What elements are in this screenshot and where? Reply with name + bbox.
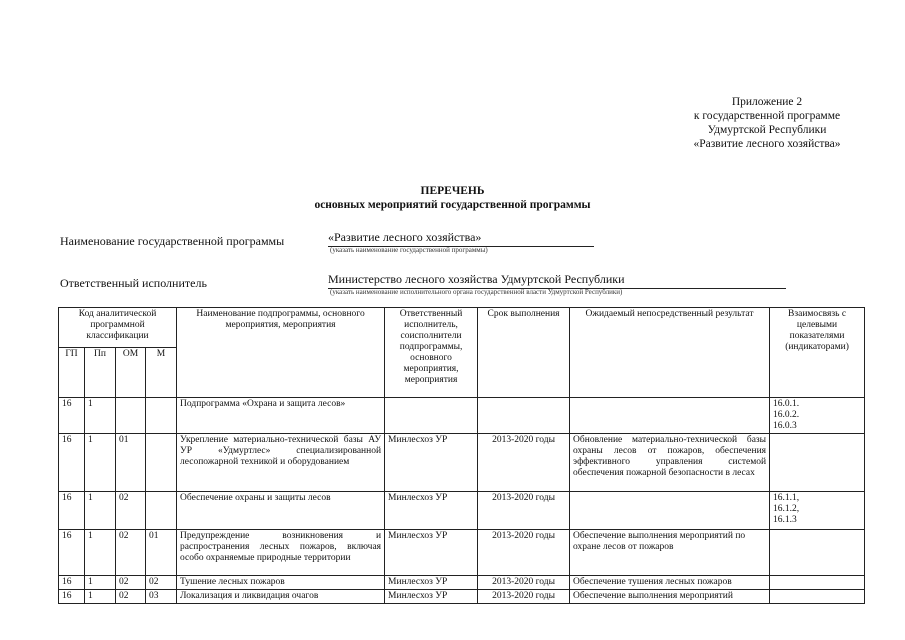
cell-period: 2013-2020 годы — [478, 492, 570, 530]
cell-pp: 1 — [85, 492, 116, 530]
indicator-item: 16.0.2. — [773, 410, 800, 420]
program-label: Наименование государственной программы — [60, 234, 285, 248]
cell-m — [146, 492, 177, 530]
cell-result — [570, 398, 770, 434]
indicator-item: 16.1.3 — [773, 515, 797, 525]
cell-name: Тушение лесных пожаров — [177, 576, 385, 590]
cell-indicators — [770, 492, 865, 530]
indicator-item: 16.1.1, — [773, 493, 800, 503]
cell-period: 2013-2020 годы — [478, 590, 570, 604]
header-om: ОМ — [116, 348, 146, 398]
cell-m: 01 — [146, 530, 177, 576]
document-subtitle: основных мероприятий государственной программы — [314, 199, 591, 211]
cell-responsible — [385, 398, 478, 434]
cell-gp: 16 — [59, 492, 85, 530]
cell-indicators — [770, 590, 865, 604]
cell-result — [570, 492, 770, 530]
appendix-line-3: Удмуртской Республики — [707, 124, 827, 136]
cell-indicators — [770, 576, 865, 590]
cell-name: Обеспечение охраны и защиты лесов — [177, 492, 385, 530]
cell-responsible: Минлесхоз УР — [385, 492, 478, 530]
cell-m — [146, 434, 177, 492]
cell-pp: 1 — [85, 434, 116, 492]
cell-pp: 1 — [85, 590, 116, 604]
cell-name: Укрепление материально-технической базы АУ УР «Удмуртлес» специализированной лесопожарной техникой и оборудованием — [177, 434, 385, 492]
indicator-item: 16.1.2, — [773, 504, 800, 514]
indicator-item: 16.0.1. — [773, 399, 800, 409]
header-pp: Пп — [85, 348, 116, 398]
cell-result: Обеспечение выполнения мероприятий по охране лесов от пожаров — [570, 530, 770, 576]
cell-responsible: Минлесхоз УР — [385, 576, 478, 590]
appendix-line-2: к государственной программе — [693, 110, 841, 122]
cell-om: 01 — [116, 434, 146, 492]
cell-period: 2013-2020 годы — [478, 576, 570, 590]
header-responsible: Ответственный исполнитель, соисполнители подпрограммы, основного мероприятия, мероприятия — [385, 308, 478, 398]
cell-result: Обеспечение тушения лесных пожаров — [570, 576, 770, 590]
cell-indicators — [770, 530, 865, 576]
table-row — [59, 434, 865, 492]
cell-gp: 16 — [59, 530, 85, 576]
cell-om — [116, 398, 146, 434]
cell-responsible: Минлесхоз УР — [385, 590, 478, 604]
cell-result: Обеспечение выполнения мероприятий — [570, 590, 770, 604]
document-title: ПЕРЕЧЕНЬ — [420, 185, 485, 197]
header-indicators: Взаимосвязь с целевыми показателями (индикаторами) — [770, 308, 865, 398]
cell-indicators — [770, 434, 865, 492]
cell-result: Обновление материально-технической базы охраны лесов от пожаров, обеспечения эффективного управления системой обеспечения пожарной безопасности в лесах — [570, 434, 770, 492]
cell-om: 02 — [116, 576, 146, 590]
program-value: «Развитие лесного хозяйства» — [328, 230, 594, 247]
cell-om: 02 — [116, 590, 146, 604]
cell-responsible: Минлесхоз УР — [385, 434, 478, 492]
cell-gp: 16 — [59, 590, 85, 604]
cell-name: Локализация и ликвидация очагов — [177, 590, 385, 604]
cell-m — [146, 398, 177, 434]
cell-responsible: Минлесхоз УР — [385, 530, 478, 576]
cell-name: Предупреждение возникновения и распространения лесных пожаров, включая особо охраняемые природные территории — [177, 530, 385, 576]
cell-gp: 16 — [59, 576, 85, 590]
table-row — [59, 590, 865, 604]
executor-hint: (указать наименование исполнительного органа государственной власти Удмуртской Республики) — [330, 288, 623, 296]
indicator-item: 16.0.3 — [773, 421, 797, 431]
cell-period: 2013-2020 годы — [478, 434, 570, 492]
cell-pp: 1 — [85, 576, 116, 590]
table-row — [59, 398, 865, 434]
cell-indicators — [770, 398, 865, 434]
cell-om: 02 — [116, 530, 146, 576]
program-hint: (указать наименование государственной программы) — [330, 246, 488, 254]
cell-gp: 16 — [59, 434, 85, 492]
cell-gp: 16 — [59, 398, 85, 434]
executor-label: Ответственный исполнитель — [60, 276, 207, 290]
header-name: Наименование подпрограммы, основного мероприятия, мероприятия — [177, 308, 385, 398]
table-row — [59, 492, 865, 530]
cell-period — [478, 398, 570, 434]
header-m: М — [146, 348, 177, 398]
header-code-group: Код аналитической программной классификации — [59, 308, 177, 348]
cell-pp: 1 — [85, 398, 116, 434]
cell-period: 2013-2020 годы — [478, 530, 570, 576]
header-period: Срок выполнения — [478, 308, 570, 398]
table-row — [59, 530, 865, 576]
appendix-line-1: Приложение 2 — [731, 96, 803, 108]
executor-value: Министерство лесного хозяйства Удмуртской Республики — [328, 272, 786, 289]
activities-table — [58, 307, 865, 604]
cell-m: 03 — [146, 590, 177, 604]
appendix-block — [662, 95, 872, 151]
cell-name: Подпрограмма «Охрана и защита лесов» — [177, 398, 385, 434]
cell-om: 02 — [116, 492, 146, 530]
table-row — [59, 576, 865, 590]
cell-m: 02 — [146, 576, 177, 590]
header-gp: ГП — [59, 348, 85, 398]
cell-pp: 1 — [85, 530, 116, 576]
header-result: Ожидаемый непосредственный результат — [570, 308, 770, 398]
appendix-line-4: «Развитие лесного хозяйства» — [693, 138, 841, 150]
